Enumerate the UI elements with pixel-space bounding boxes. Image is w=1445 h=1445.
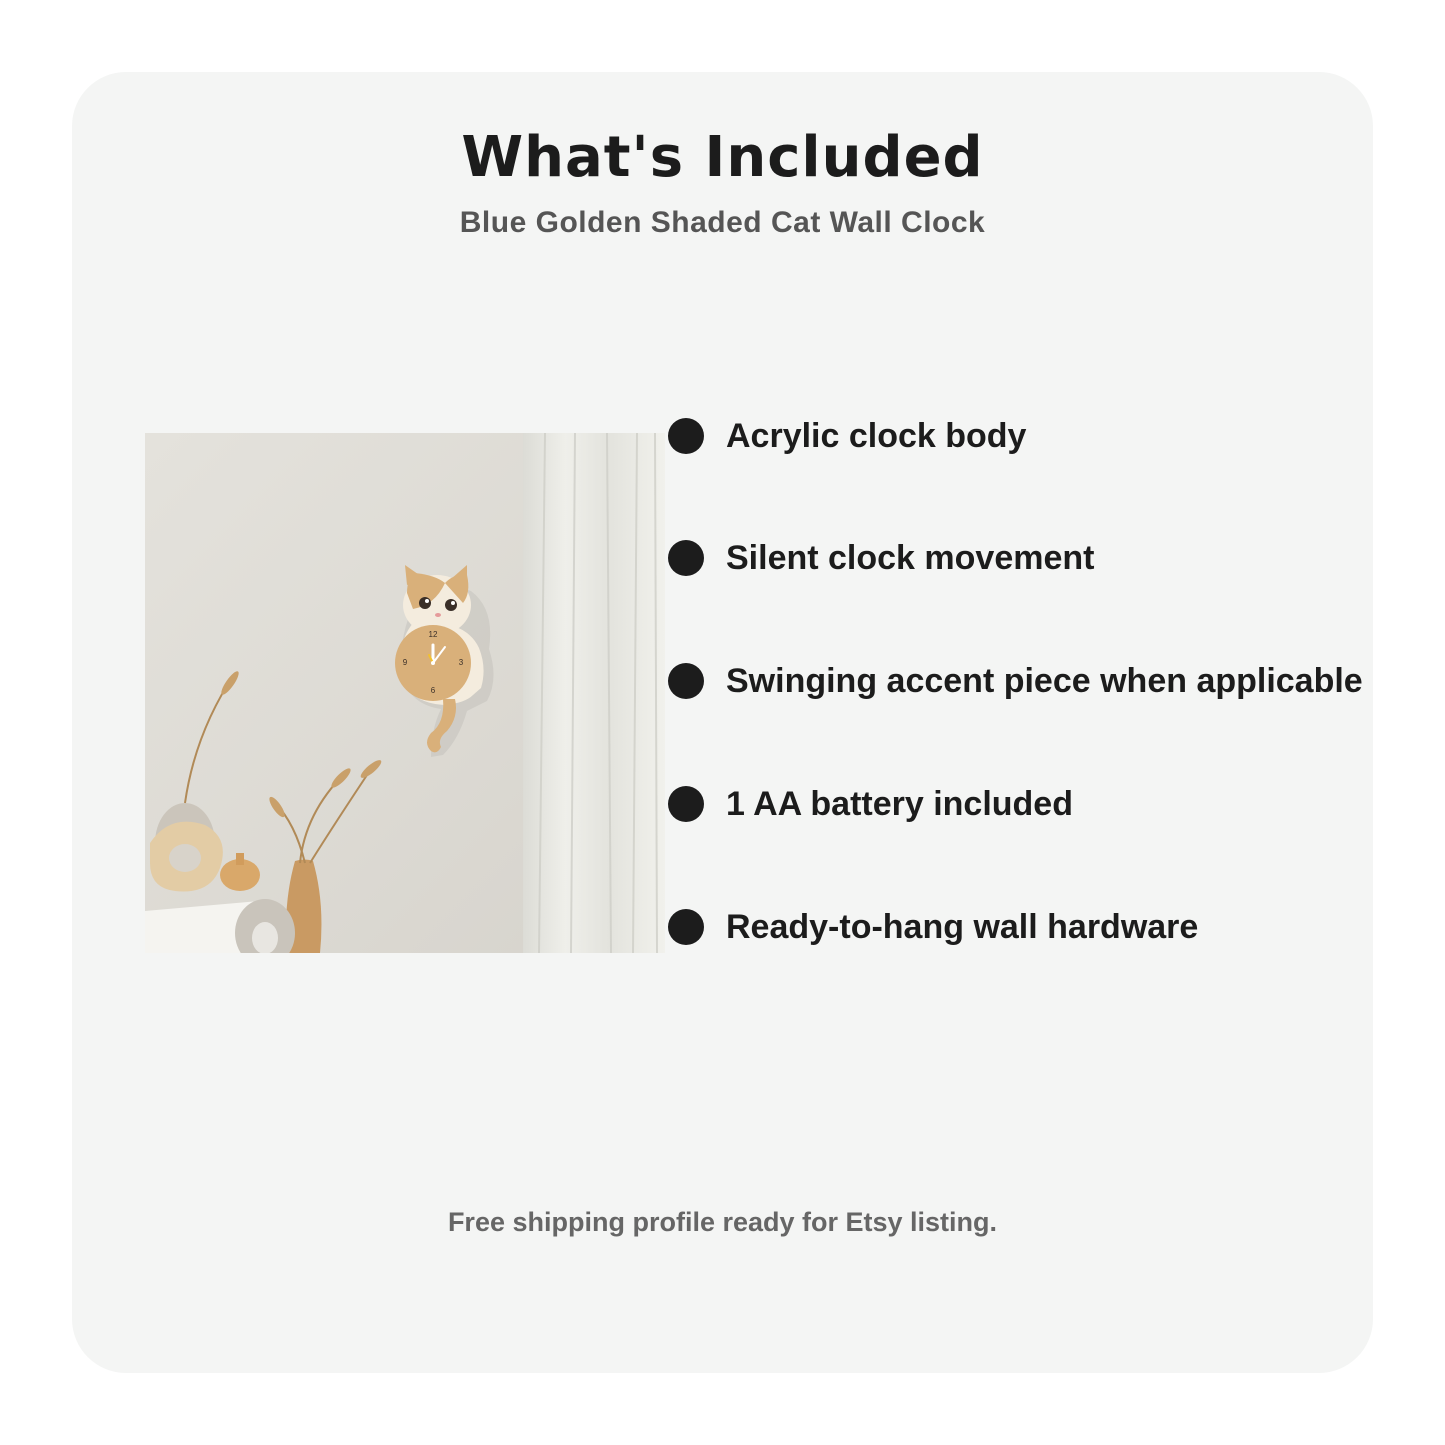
feature-label: 1 AA battery included [726, 784, 1073, 823]
clock-number-12: 12 [428, 630, 438, 639]
clock-number-9: 9 [402, 658, 408, 667]
feature-item [668, 532, 1428, 584]
bullet-icon [668, 663, 704, 699]
feature-item [668, 410, 1428, 462]
feature-item [668, 778, 1428, 830]
clock-number-3: 3 [458, 658, 464, 667]
clock-number-6: 6 [430, 686, 436, 695]
bullet-icon [668, 909, 704, 945]
bullet-icon [668, 540, 704, 576]
cat-wall-clock-image [145, 433, 665, 953]
feature-item [668, 655, 1428, 707]
product-photo [145, 433, 665, 953]
product-subtitle: Blue Golden Shaded Cat Wall Clock [459, 206, 986, 239]
feature-label: Ready-to-hang wall hardware [726, 907, 1199, 946]
bullet-icon [668, 418, 704, 454]
feature-label: Swinging accent piece when applicable [726, 661, 1363, 700]
page-title: What's Included [461, 125, 984, 190]
feature-label: Silent clock movement [726, 538, 1095, 577]
feature-label: Acrylic clock body [726, 416, 1027, 455]
shipping-note: Free shipping profile ready for Etsy listing. [447, 1207, 998, 1237]
feature-item [668, 901, 1428, 953]
bullet-icon [668, 786, 704, 822]
